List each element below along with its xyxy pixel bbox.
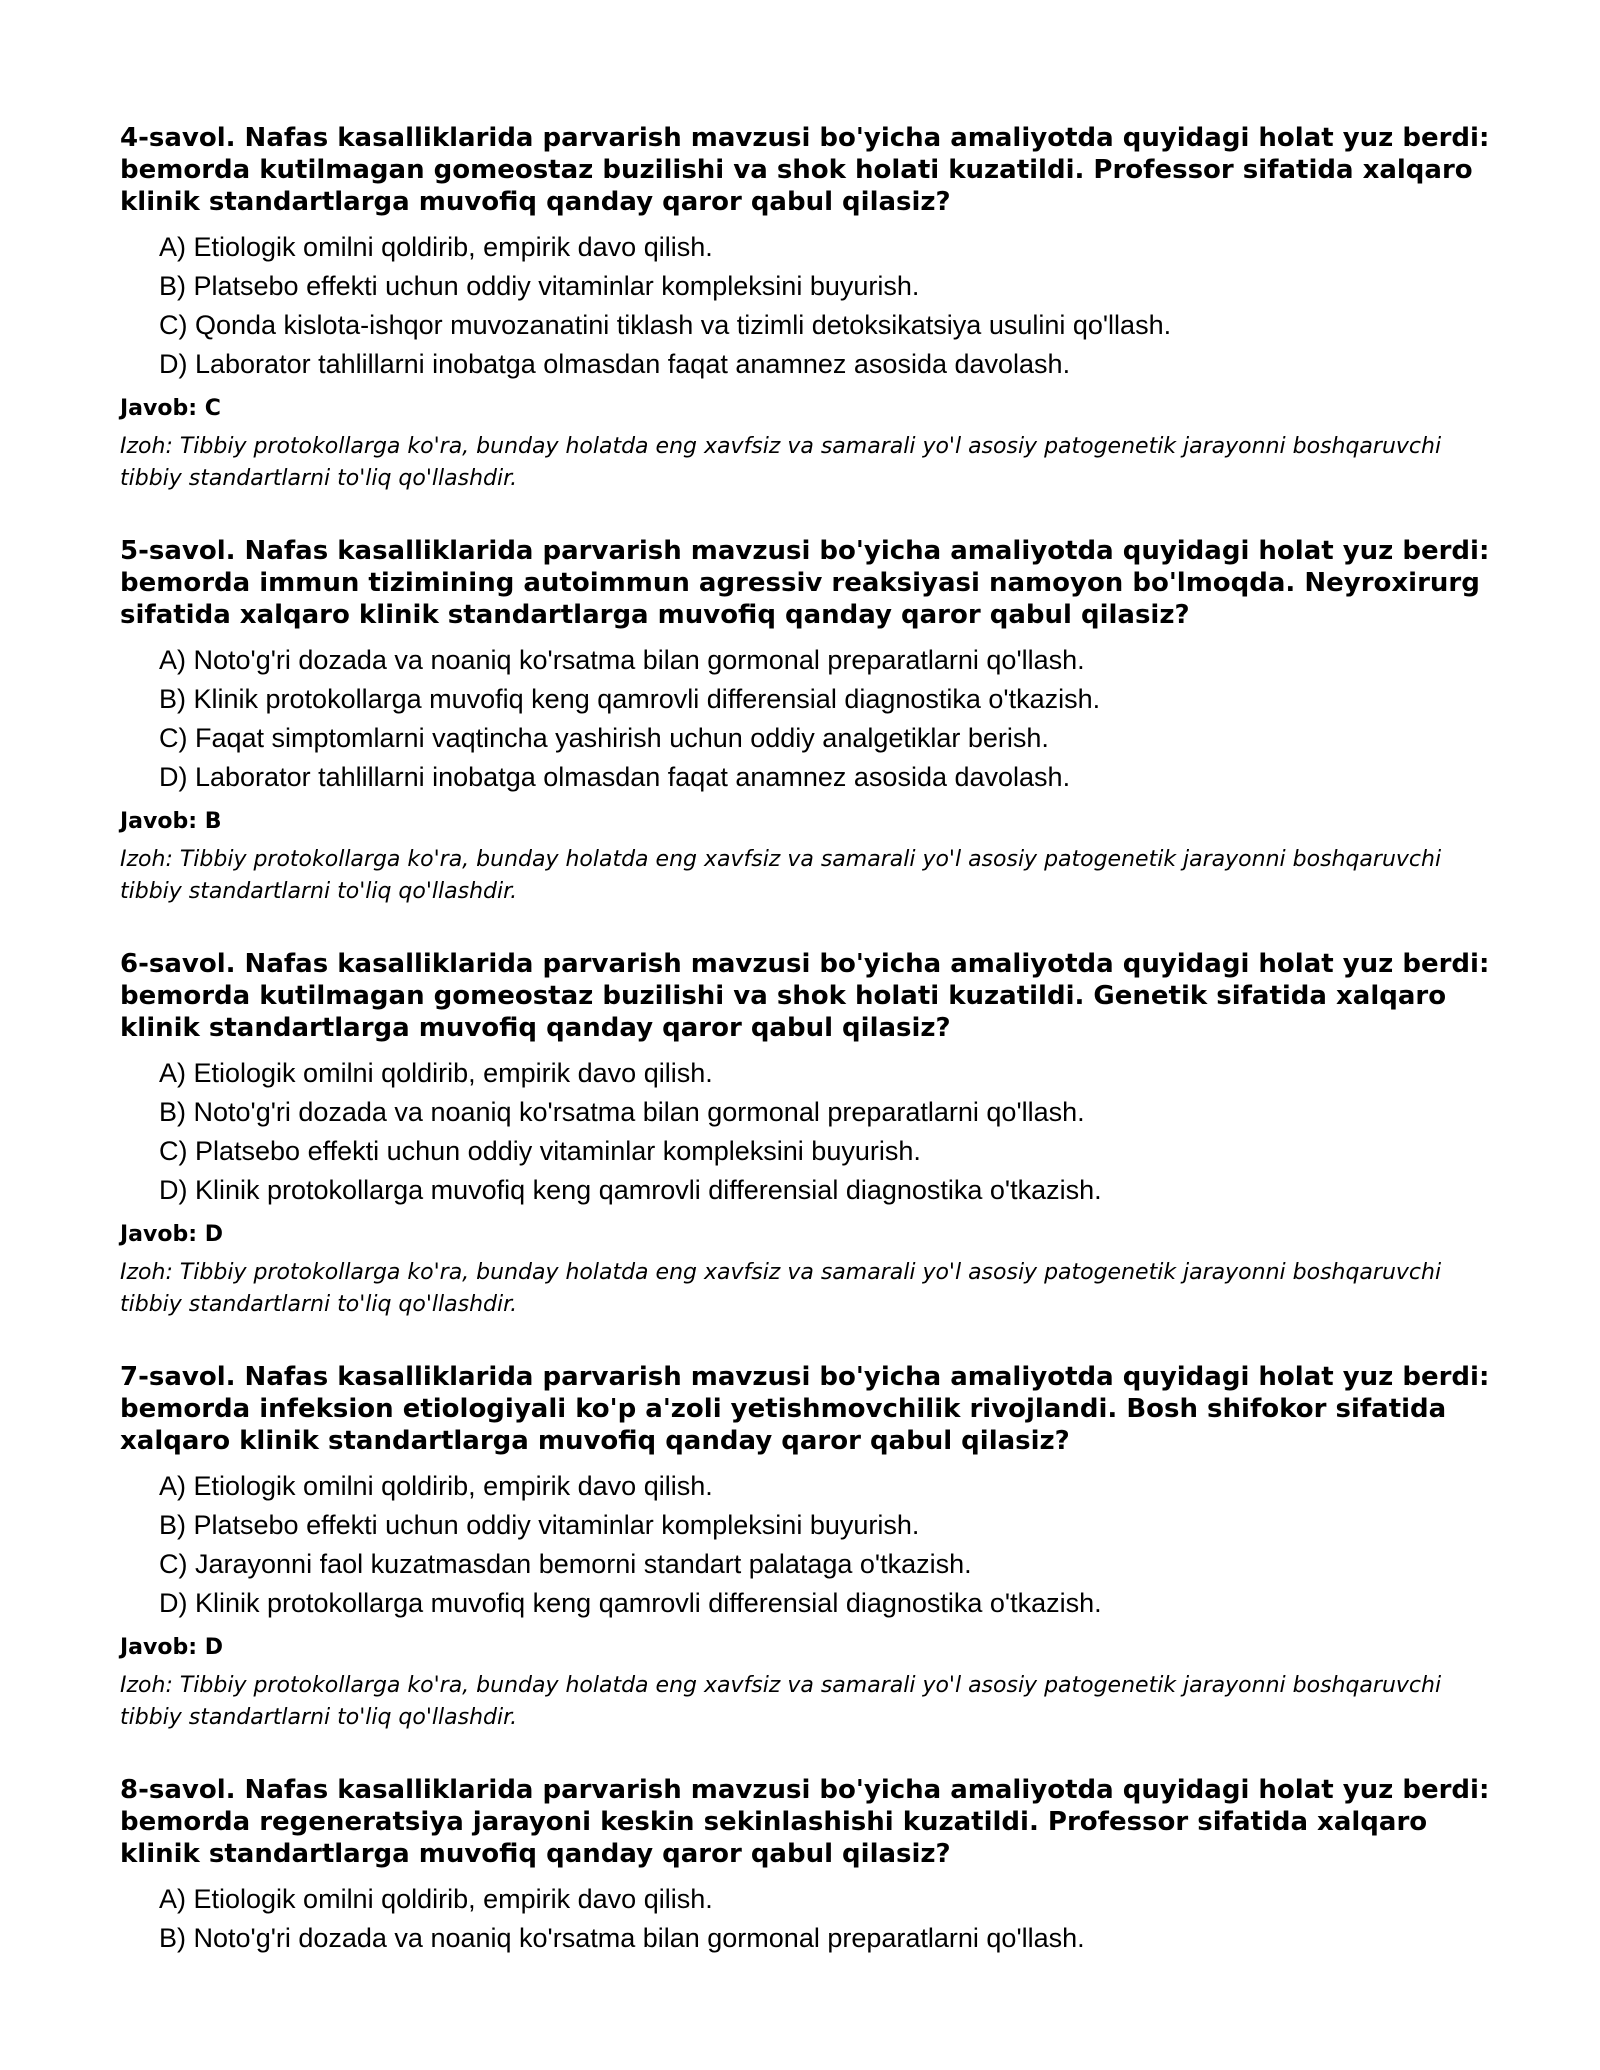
option-c: C) Platsebo effekti uchun oddiy vitaminlar kompleksini buyurish. [159, 1136, 921, 1166]
option-list [120, 228, 1500, 384]
option-d: D) Laborator tahlillarni inobatga olmasdan faqat anamnez asosida davolash. [159, 762, 1071, 792]
answer-label: Javob: B [120, 809, 222, 834]
option-b: B) Klinik protokollarga muvofiq keng qamrovli differensial diagnostika o'tkazish. [159, 684, 1101, 714]
option-c: C) Qonda kislota-ishqor muvozanatini tiklash va tizimli detoksikatsiya usulini qo'llash. [159, 310, 1172, 340]
option-list [120, 1467, 1500, 1623]
option-a: A) Etiologik omilni qoldirib, empirik davo qilish. [159, 232, 713, 262]
explanation-text: Izoh: Tibbiy protokollarga ko'ra, bunday holatda eng xavfsiz va samarali yo'l asosiy patogenetik jarayonni boshqaruvchi tibbiy standartlarni to'liq qo'llashdir. [120, 434, 1442, 491]
question-5 [120, 535, 1500, 908]
option-b: B) Noto'g'ri dozada va noaniq ko'rsatma bilan gormonal preparatlarni qo'llash. [159, 1097, 1085, 1127]
question-4 [120, 122, 1500, 495]
option-list [120, 641, 1500, 797]
question-6 [120, 948, 1500, 1321]
question-title: 6-savol. Nafas kasalliklarida parvarish mavzusi bo'yicha amaliyotda quyidagi holat yuz berdi: bemorda kutilmagan gomeostaz buzilishi va shok holati kuzatildi. Genetik sifatida xalqaro klinik standartlarga muvofiq qanday qaror qabul qilasiz? [120, 949, 1490, 1043]
option-a: A) Etiologik omilni qoldirib, empirik davo qilish. [159, 1058, 713, 1088]
question-title: 7-savol. Nafas kasalliklarida parvarish mavzusi bo'yicha amaliyotda quyidagi holat yuz berdi: bemorda infeksion etiologiyali ko'p a'zoli yetishmovchilik rivojlandi. Bosh shifokor sifatida xalqaro klinik standartlarga muvofiq qanday qaror qabul qilasiz? [120, 1362, 1490, 1456]
document-page [120, 122, 1500, 1998]
explanation-text: Izoh: Tibbiy protokollarga ko'ra, bunday holatda eng xavfsiz va samarali yo'l asosiy patogenetik jarayonni boshqaruvchi tibbiy standartlarni to'liq qo'llashdir. [120, 1673, 1442, 1730]
option-list [120, 1880, 1500, 1958]
option-b: B) Platsebo effekti uchun oddiy vitaminlar kompleksini buyurish. [159, 1510, 920, 1540]
answer-label: Javob: C [120, 396, 221, 421]
explanation-text: Izoh: Tibbiy protokollarga ko'ra, bunday holatda eng xavfsiz va samarali yo'l asosiy patogenetik jarayonni boshqaruvchi tibbiy standartlarni to'liq qo'llashdir. [120, 847, 1442, 904]
explanation-text: Izoh: Tibbiy protokollarga ko'ra, bunday holatda eng xavfsiz va samarali yo'l asosiy patogenetik jarayonni boshqaruvchi tibbiy standartlarni to'liq qo'llashdir. [120, 1260, 1442, 1317]
answer-label: Javob: D [120, 1635, 223, 1660]
question-8 [120, 1774, 1500, 1958]
option-d: D) Klinik protokollarga muvofiq keng qamrovli differensial diagnostika o'tkazish. [159, 1175, 1102, 1205]
answer-label: Javob: D [120, 1222, 223, 1247]
option-c: C) Faqat simptomlarni vaqtincha yashirish uchun oddiy analgetiklar berish. [159, 723, 1049, 753]
question-7 [120, 1361, 1500, 1734]
question-title: 4-savol. Nafas kasalliklarida parvarish mavzusi bo'yicha amaliyotda quyidagi holat yuz berdi: bemorda kutilmagan gomeostaz buzilishi va shok holati kuzatildi. Professor sifatida xalqaro klinik standartlarga muvofiq qanday qaror qabul qilasiz? [120, 123, 1490, 217]
option-c: C) Jarayonni faol kuzatmasdan bemorni standart palataga o'tkazish. [159, 1549, 972, 1579]
question-title: 8-savol. Nafas kasalliklarida parvarish mavzusi bo'yicha amaliyotda quyidagi holat yuz berdi: bemorda regeneratsiya jarayoni keskin sekinlashishi kuzatildi. Professor sifatida xalqaro klinik standartlarga muvofiq qanday qaror qabul qilasiz? [120, 1775, 1490, 1869]
option-list [120, 1054, 1500, 1210]
option-d: D) Klinik protokollarga muvofiq keng qamrovli differensial diagnostika o'tkazish. [159, 1588, 1102, 1618]
option-b: B) Noto'g'ri dozada va noaniq ko'rsatma bilan gormonal preparatlarni qo'llash. [159, 1923, 1085, 1953]
option-a: A) Noto'g'ri dozada va noaniq ko'rsatma bilan gormonal preparatlarni qo'llash. [159, 645, 1085, 675]
option-d: D) Laborator tahlillarni inobatga olmasdan faqat anamnez asosida davolash. [159, 349, 1071, 379]
option-a: A) Etiologik omilni qoldirib, empirik davo qilish. [159, 1471, 713, 1501]
question-title: 5-savol. Nafas kasalliklarida parvarish mavzusi bo'yicha amaliyotda quyidagi holat yuz berdi: bemorda immun tizimining autoimmun agressiv reaksiyasi namoyon bo'lmoqda. Neyroxirurg sifatida xalqaro klinik standartlarga muvofiq qanday qaror qabul qilasiz? [120, 536, 1490, 630]
option-a: A) Etiologik omilni qoldirib, empirik davo qilish. [159, 1884, 713, 1914]
option-b: B) Platsebo effekti uchun oddiy vitaminlar kompleksini buyurish. [159, 271, 920, 301]
